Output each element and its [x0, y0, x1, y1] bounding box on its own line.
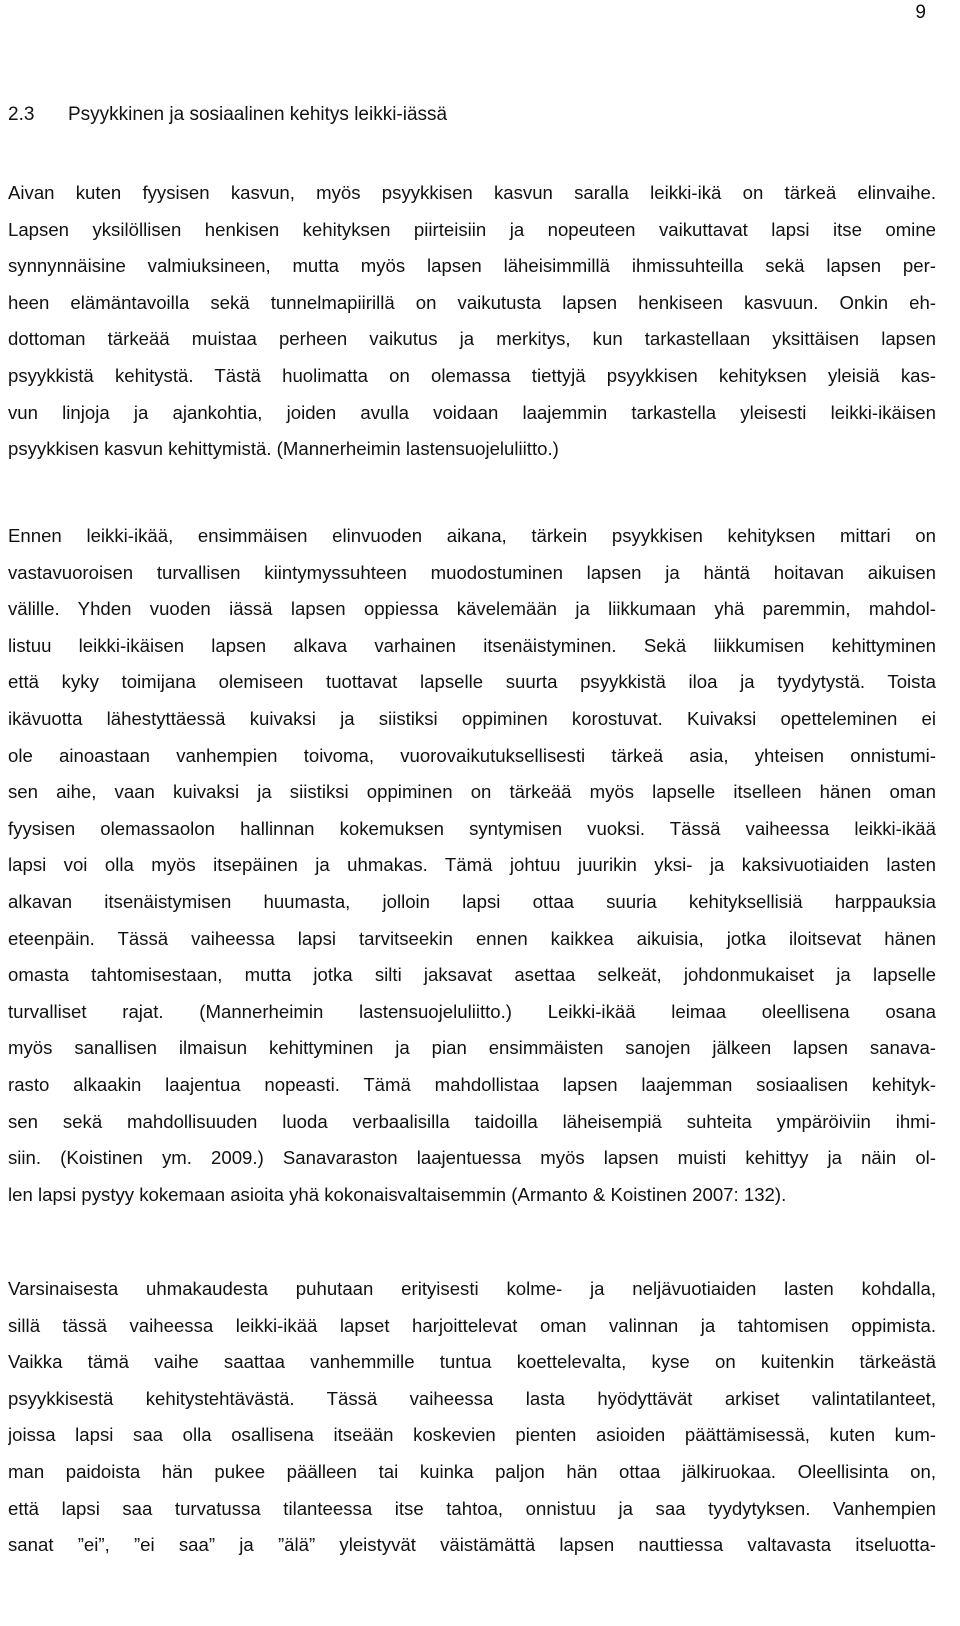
text-line: omasta tahtomisestaan, mutta jotka silti jaksavat asettaa selkeät, johdonmukaiset ja lapselle	[8, 964, 936, 986]
text-line: vun linjoja ja ajankohtia, joiden avulla voidaan laajemmin tarkastella yleisesti leikki-ikäisen	[8, 401, 936, 423]
text-line: heen elämäntavoilla sekä tunnelmapiirillä on vaikutusta lapsen henkiseen kasvuun. Onkin eh-	[8, 291, 936, 313]
text-line: fyysisen olemassaolon hallinnan kokemuksen syntymisen vuoksi. Tässä vaiheessa leikki-ikää	[8, 817, 936, 839]
text-line: myös sanallisen ilmaisun kehittyminen ja pian ensimmäisten sanojen jälkeen lapsen sanava-	[8, 1037, 936, 1059]
text-line: ole ainoastaan vanhempien toivoma, vuorovaikutuksellisesti tärkeä asia, yhteisen onnistumi-	[8, 744, 936, 766]
section-number: 2.3	[8, 104, 35, 125]
text-line: psyykkisestä kehitystehtävästä. Tässä vaiheessa lasta hyödyttävät arkiset valintatilanteet,	[8, 1387, 936, 1409]
text-line: man paidoista hän pukee päälleen tai kuinka paljon hän ottaa jälkiruokaa. Oleellisinta on,	[8, 1460, 936, 1482]
text-line: että lapsi saa turvatussa tilanteessa itse tahtoa, onnistuu ja saa tyydytyksen. Vanhempien	[8, 1497, 936, 1519]
section-title: Psyykkinen ja sosiaalinen kehitys leikki-iässä	[68, 104, 448, 125]
text-line: Ennen leikki-ikää, ensimmäisen elinvuoden aikana, tärkein psyykkisen kehityksen mittari on	[8, 525, 936, 546]
text-line: Varsinaisesta uhmakaudesta puhutaan erityisesti kolme- ja neljävuotiaiden lasten kohdalla,	[8, 1278, 936, 1299]
text-line: että kyky toimijana olemiseen tuottavat lapselle suurta psyykkistä iloa ja tyydytystä. Toista	[8, 671, 936, 693]
paragraph-2	[8, 518, 936, 1213]
page-number: 9	[915, 2, 926, 23]
text-line: sillä tässä vaiheessa leikki-ikää lapset harjoittelevat oman valinnan ja tahtomisen oppimista.	[8, 1314, 936, 1336]
text-line: psyykkisen kasvun kehittymistä. (Mannerheimin lastensuojeluliitto.)	[8, 438, 559, 460]
section-heading	[8, 104, 447, 126]
text-line: Vaikka tämä vaihe saattaa vanhemmille tuntua koettelevalta, kyse on kuitenkin tärkeästä	[8, 1351, 936, 1373]
text-line: vastavuoroisen turvallisen kiintymyssuhteen muodostuminen lapsen ja häntä hoitavan aikuisen	[8, 561, 936, 583]
text-line: ikävuotta lähestyttäessä kuivaksi ja siistiksi oppiminen korostuvat. Kuivaksi opetteleminen ei	[8, 707, 936, 729]
text-line: turvalliset rajat. (Mannerheimin lastensuojeluliitto.) Leikki-ikää leimaa oleellisena osana	[8, 1000, 936, 1022]
text-line: Lapsen yksilöllisen henkisen kehityksen piirteisiin ja nopeuteen vaikuttavat lapsi itse omine	[8, 218, 936, 240]
text-line: Aivan kuten fyysisen kasvun, myös psyykkisen kasvun saralla leikki-ikä on tärkeä elinvaihe.	[8, 182, 936, 203]
text-line: välille. Yhden vuoden iässä lapsen oppiessa kävelemään ja liikkumaan yhä paremmin, mahdol-	[8, 598, 936, 620]
paragraph-1	[8, 175, 936, 468]
text-line: sen aihe, vaan kuivaksi ja siistiksi oppiminen on tärkeää myös lapselle itselleen hänen oman	[8, 781, 936, 803]
text-line: psyykkistä kehitystä. Tästä huolimatta on olemassa tiettyjä psyykkisen kehityksen yleisiä kas-	[8, 364, 936, 386]
text-line: siin. (Koistinen ym. 2009.) Sanavaraston laajentuessa myös lapsen muisti kehittyy ja näin ol-	[8, 1147, 936, 1169]
text-line: listuu leikki-ikäisen lapsen alkava varhainen itsenäistyminen. Sekä liikkumisen kehittyminen	[8, 634, 936, 656]
text-line: lapsi voi olla myös itsepäinen ja uhmakas. Tämä johtuu juurikin yksi- ja kaksivuotiaiden lasten	[8, 854, 936, 876]
paragraph-3	[8, 1271, 936, 1564]
text-line: alkavan itsenäistymisen huumasta, jolloin lapsi ottaa suuria kehityksellisiä harppauksia	[8, 890, 936, 912]
text-line: joissa lapsi saa olla osallisena itseään koskevien pienten asioiden päättämisessä, kuten kum-	[8, 1424, 936, 1446]
text-line: sanat ”ei”, ”ei saa” ja ”älä” yleistyvät väistämättä lapsen nauttiessa valtavasta itseluotta-	[8, 1534, 936, 1556]
text-line: rasto alkaakin laajentua nopeasti. Tämä mahdollistaa lapsen laajemman sosiaalisen kehityk-	[8, 1073, 936, 1095]
text-line: len lapsi pystyy kokemaan asioita yhä kokonaisvaltaisemmin (Armanto & Koistinen 2007: 132).	[8, 1183, 787, 1205]
text-line: synnynnäisine valmiuksineen, mutta myös lapsen läheisimmillä ihmissuhteilla sekä lapsen per-	[8, 255, 936, 277]
text-line: eteenpäin. Tässä vaiheessa lapsi tarvitseekin ennen kaikkea aikuisia, jotka iloitsevat hänen	[8, 927, 936, 949]
text-line: sen sekä mahdollisuuden luoda verbaalisilla taidoilla läheisempiä suhteita ympäröiviin ihmi-	[8, 1110, 936, 1132]
text-line: dottoman tärkeää muistaa perheen vaikutus ja merkitys, kun tarkastellaan yksittäisen lapsen	[8, 328, 936, 350]
